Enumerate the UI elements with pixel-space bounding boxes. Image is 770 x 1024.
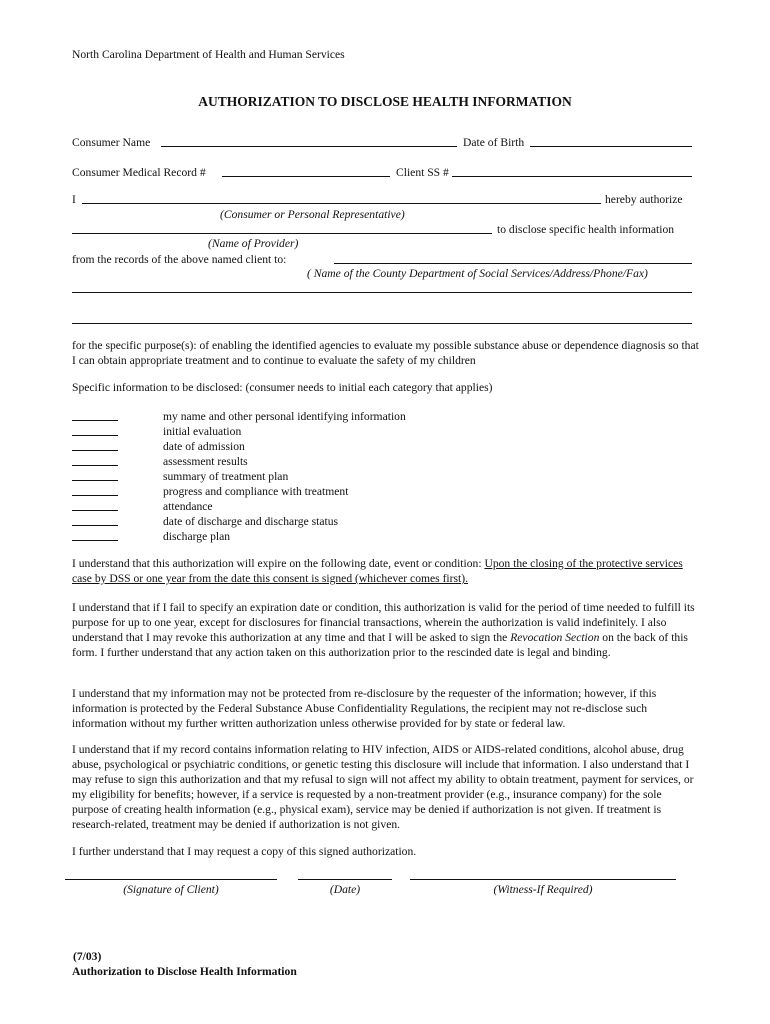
redisclosure-paragraph: I understand that my information may not be protected from re-disclosure by the requester of the information; however, if this information is protected by the Federal Substance Abuse Confidentiality Regulations, the recipient may not re-disclose such information without my further written authorization unless otherwise provided for by state or federal law. <box>72 687 657 730</box>
from-records-text: from the records of the above named client to: <box>72 253 287 266</box>
date-signature-line[interactable] <box>298 879 392 880</box>
revision-date: (7/03) <box>73 950 102 963</box>
category-item: date of admission <box>163 440 245 453</box>
initial-field[interactable] <box>72 465 118 466</box>
initial-field[interactable] <box>72 540 118 541</box>
initial-field[interactable] <box>72 480 118 481</box>
consumer-name-label: Consumer Name <box>72 136 151 149</box>
initial-field[interactable] <box>72 435 118 436</box>
provider-field[interactable] <box>72 233 492 234</box>
category-item: initial evaluation <box>163 425 242 438</box>
dob-label: Date of Birth <box>463 136 525 149</box>
hiv-aids-paragraph: I understand that if my record contains information relating to HIV infection, AIDS or AIDS-related conditions, alcohol abuse, drug abuse, psychological or psychiatric conditions, or genetic testing this disclosure will include that information. I also understand that I may refuse to sign this authorization and that my refusal to sign will not affect my ability to obtain treatment, payment for services, or my eligibility for benefits; however, if a service is requested by a non-treatment provider (e.g., insurance company) for the sole purpose of creating health information (e.g., physical exam), service may be denied if authorization is not given. If treatment is research-related, treatment may be denied if authorization is not given. <box>72 743 694 831</box>
county-dss-field-line-3[interactable] <box>72 323 692 324</box>
hereby-authorize-text: hereby authorize <box>605 193 683 206</box>
client-ss-label: Client SS # <box>396 166 449 179</box>
category-item: summary of treatment plan <box>163 470 289 483</box>
i-label: I <box>72 193 76 206</box>
provider-caption: (Name of Provider) <box>208 237 299 250</box>
category-item: discharge plan <box>163 530 231 543</box>
medical-record-field[interactable] <box>222 176 390 177</box>
copy-request-text: I further understand that I may request a copy of this signed authorization. <box>72 845 417 858</box>
specific-info-label: Specific information to be disclosed: (consumer needs to initial each category that applies) <box>72 381 493 394</box>
expiration-default-paragraph <box>72 600 700 660</box>
consumer-rep-field[interactable] <box>82 203 601 204</box>
initial-field[interactable] <box>72 525 118 526</box>
county-dss-field[interactable] <box>334 263 692 264</box>
county-dss-field-line-2[interactable] <box>72 292 692 293</box>
initial-field[interactable] <box>72 510 118 511</box>
client-signature-line[interactable] <box>65 879 277 880</box>
county-caption: ( Name of the County Department of Social Services/Address/Phone/Fax) <box>307 267 648 280</box>
agency-header: North Carolina Department of Health and Human Services <box>72 48 345 61</box>
expiration-text: I understand that this authorization will expire on the following date, event or condition: <box>72 557 482 570</box>
revocation-section-ref: Revocation Section <box>510 631 600 644</box>
expiration-condition: Upon the closing of the protective services case by DSS or one year from the date this consent is signed (whichever comes first). <box>72 557 683 585</box>
witness-signature-line[interactable] <box>410 879 676 880</box>
category-item: attendance <box>163 500 213 513</box>
initial-field[interactable] <box>72 450 118 451</box>
paragraph-text-cont: on the back of this form. I further understand that any action taken on this authorization prior to the rescinded date is legal and binding. <box>72 631 688 659</box>
client-ss-field[interactable] <box>452 176 692 177</box>
medical-record-label: Consumer Medical Record # <box>72 166 206 179</box>
consumer-rep-caption: (Consumer or Personal Representative) <box>220 208 405 221</box>
dob-field[interactable] <box>530 146 692 147</box>
paragraph-text: I understand that if I fail to specify an expiration date or condition, this authorization is valid for the period of time needed to fulfill its purpose for up to one year, except for disclosures for financial transactions, wherein the authorization is valid indefinitely. I also understand that I may revoke this authorization at any time and that I will be asked to sign the <box>72 601 695 644</box>
expiration-paragraph <box>72 556 698 586</box>
purpose-text: for the specific purpose(s): of enabling the identified agencies to evaluate my possible substance abuse or dependence diagnosis so that I can obtain appropriate treatment and to continue to evaluate the safety of my children <box>72 339 699 367</box>
category-item: progress and compliance with treatment <box>163 485 349 498</box>
initial-field[interactable] <box>72 420 118 421</box>
to-disclose-text: to disclose specific health information <box>497 223 675 236</box>
page-title: AUTHORIZATION TO DISCLOSE HEALTH INFORMATION <box>198 94 572 109</box>
form-name: Authorization to Disclose Health Information <box>72 965 297 978</box>
witness-signature-caption: (Witness-If Required) <box>493 883 593 896</box>
category-item: assessment results <box>163 455 248 468</box>
category-item: my name and other personal identifying information <box>163 410 406 423</box>
client-signature-caption: (Signature of Client) <box>123 883 219 896</box>
date-signature-caption: (Date) <box>329 883 361 896</box>
initial-field[interactable] <box>72 495 118 496</box>
category-item: date of discharge and discharge status <box>163 515 339 528</box>
consumer-name-field[interactable] <box>161 146 457 147</box>
